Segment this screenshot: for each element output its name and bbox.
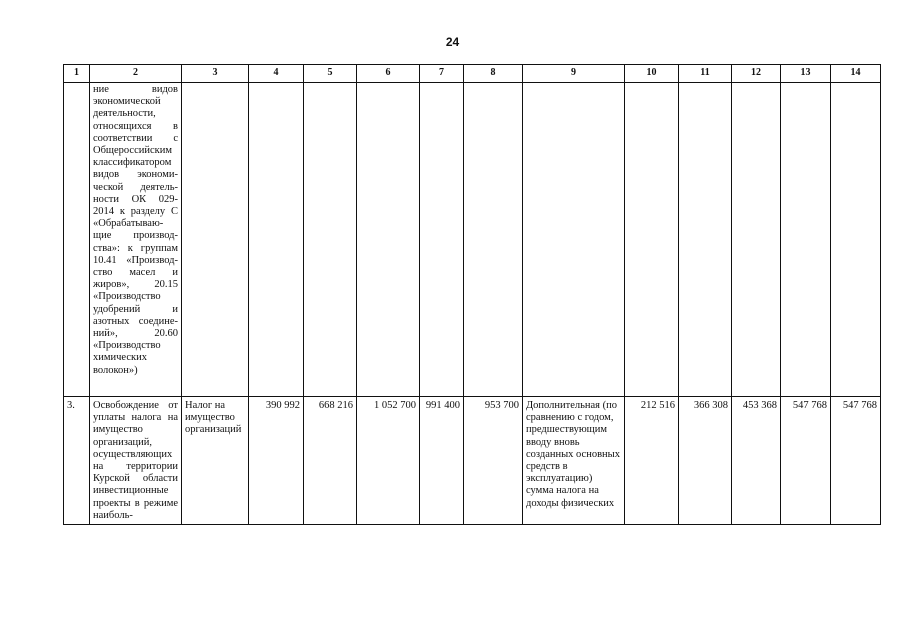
tax-type-cell: Налог на имущество организаций	[182, 397, 249, 525]
column-header: 8	[464, 65, 523, 83]
table-cell	[249, 83, 304, 397]
column-header: 5	[304, 65, 357, 83]
column-header: 4	[249, 65, 304, 83]
row-number-cell: 3.	[64, 397, 90, 525]
value-cell: 453 368	[732, 397, 781, 525]
table-cell	[420, 83, 464, 397]
benefit-description-cell: ние видов экономической деятельности, относящихся в соответствии с Общероссийским классификатором видов экономи-ческой деятель-ности ОК 029-2014 к разделу С «Обрабатываю-щие производ-ства»: к группам 10.41 «Производ-ство масел и жиров», 20.15 «Производство удобрений и азотных соедине-ний», 20.60 «Производство химических волокон»)	[90, 83, 182, 397]
table-cell	[304, 83, 357, 397]
page-number: 24	[445, 35, 460, 49]
header-row	[64, 65, 881, 83]
table-cell	[679, 83, 732, 397]
value-cell: 953 700	[464, 397, 523, 525]
column-header: 9	[523, 65, 625, 83]
value-cell: 547 768	[781, 397, 831, 525]
column-header: 10	[625, 65, 679, 83]
table-cell	[64, 83, 90, 397]
table-cell	[357, 83, 420, 397]
column-header: 6	[357, 65, 420, 83]
table-cell	[523, 83, 625, 397]
value-cell: 547 768	[831, 397, 881, 525]
value-cell: 390 992	[249, 397, 304, 525]
value-cell: 212 516	[625, 397, 679, 525]
value-cell: 366 308	[679, 397, 732, 525]
table-row	[64, 397, 881, 525]
column-header: 14	[831, 65, 881, 83]
column-header: 13	[781, 65, 831, 83]
table-cell	[625, 83, 679, 397]
table-cell	[732, 83, 781, 397]
table-row	[64, 83, 881, 397]
value-cell: 668 216	[304, 397, 357, 525]
column-header: 11	[679, 65, 732, 83]
column-header: 1	[64, 65, 90, 83]
column-header: 12	[732, 65, 781, 83]
table-cell	[182, 83, 249, 397]
table-cell	[464, 83, 523, 397]
value-cell: 991 400	[420, 397, 464, 525]
effect-description-cell: Дополнительная (по сравнению с годом, предшествующим вводу вновь созданных основных средств в эксплуатацию) сумма налога на доходы физических	[523, 397, 625, 525]
table-cell	[831, 83, 881, 397]
value-cell: 1 052 700	[357, 397, 420, 525]
data-table	[63, 64, 881, 525]
table-cell	[781, 83, 831, 397]
column-header: 2	[90, 65, 182, 83]
benefit-description-cell: Освобождение от уплаты налога на имущество организаций, осуществляющих на территории Курской области инвестиционные проекты в режиме наиболь-	[90, 397, 182, 525]
column-header: 7	[420, 65, 464, 83]
column-header: 3	[182, 65, 249, 83]
